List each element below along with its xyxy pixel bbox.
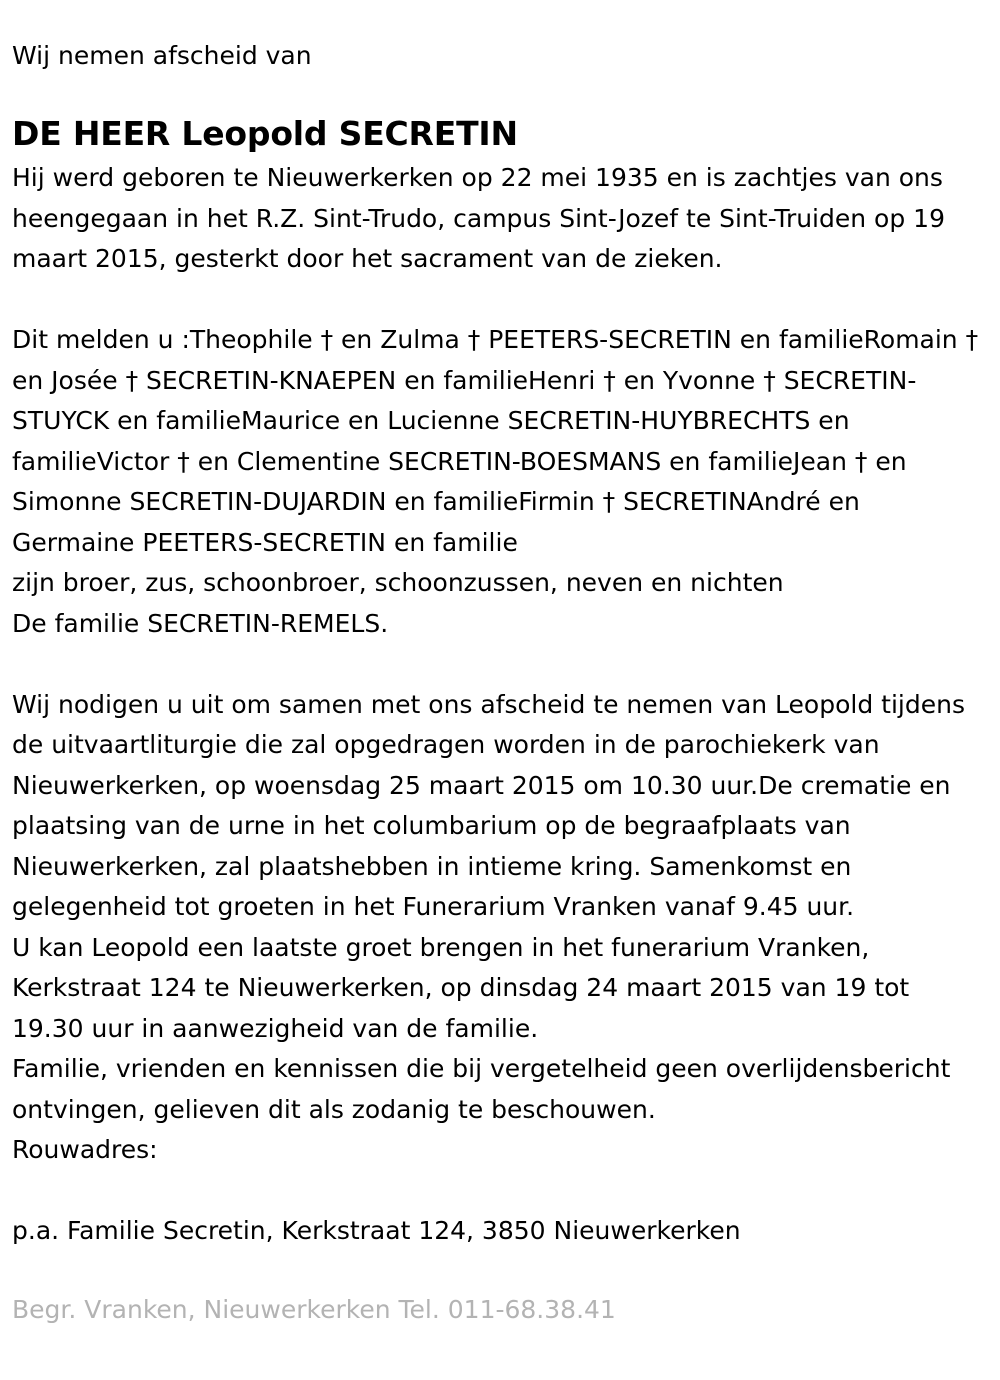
paragraph-spacer: [12, 280, 986, 321]
farewell-intro: Wij nemen afscheid van: [12, 41, 312, 70]
notice-disclaimer-paragraph: Familie, vrienden en kennissen die bij vergetelheid geen overlijdensbericht ontvingen, gelieven dit als zodanig te beschouwen.: [12, 1054, 959, 1124]
paragraph-spacer: [12, 644, 986, 685]
visitation-details-paragraph: U kan Leopold een laatste groet brengen in het funerarium Vranken, Kerkstraat 124 te Nieuwerkerken, op dinsdag 24 maart 2015 van 19 tot 19.30 uur in aanwezigheid van de familie.: [12, 932, 918, 1043]
survivors-paragraph: Dit melden u :Theophile † en Zulma † PEETERS-SECRETIN en familieRomain † en Josée † SECRETIN-KNAEPEN en familieHenri † en Yvonne † SECRETIN-STUYCK en familieMaurice en Lucienne SECRETIN-HUYBRECHTS en familieVictor † en Clementine SECRETIN-BOESMANS en familieJean † en Simonne SECRETIN-DUJARDIN en familieFirmin † SECRETINAndré en Germaine PEETERS-SECRETIN en familie: [12, 325, 987, 557]
deceased-name-heading: DE HEER Leopold SECRETIN: [12, 114, 518, 153]
service-details-paragraph: Wij nodigen u uit om samen met ons afscheid te nemen van Leopold tijdens de uitvaartliturgie die zal opgedragen worden in de parochiekerk van Nieuwerkerken, op woensdag 25 maart 2015 om 10.30 uur.De crematie en plaatsing van de urne in het columbarium op de begraafplaats van Nieuwerkerken, zal plaatshebben in intieme kring. Samenkomst en gelegenheid tot groeten in het Funerarium Vranken vanaf 9.45 uur.: [12, 689, 973, 921]
relations-line: zijn broer, zus, schoonbroer, schoonzussen, neven en nichten: [12, 568, 784, 597]
life-summary-paragraph: Hij werd geboren te Nieuwerkerken op 22 mei 1935 en is zachtjes van ons heengegaan in het R.Z. Sint-Trudo, campus Sint-Jozef te Sint-Truiden op 19 maart 2015, gesterkt door het sacrament van de zieken.: [12, 163, 953, 273]
mourning-address-value: p.a. Familie Secretin, Kerkstraat 124, 3850 Nieuwerkerken: [12, 1216, 741, 1245]
paragraph-spacer: [12, 1171, 986, 1212]
mourning-address-label: Rouwadres:: [12, 1135, 158, 1164]
funeral-home-credit: Begr. Vranken, Nieuwerkerken Tel. 011-68.38.41: [12, 1294, 616, 1324]
extended-family-line: De familie SECRETIN-REMELS.: [12, 608, 389, 638]
footer-spacer: [12, 1252, 986, 1290]
